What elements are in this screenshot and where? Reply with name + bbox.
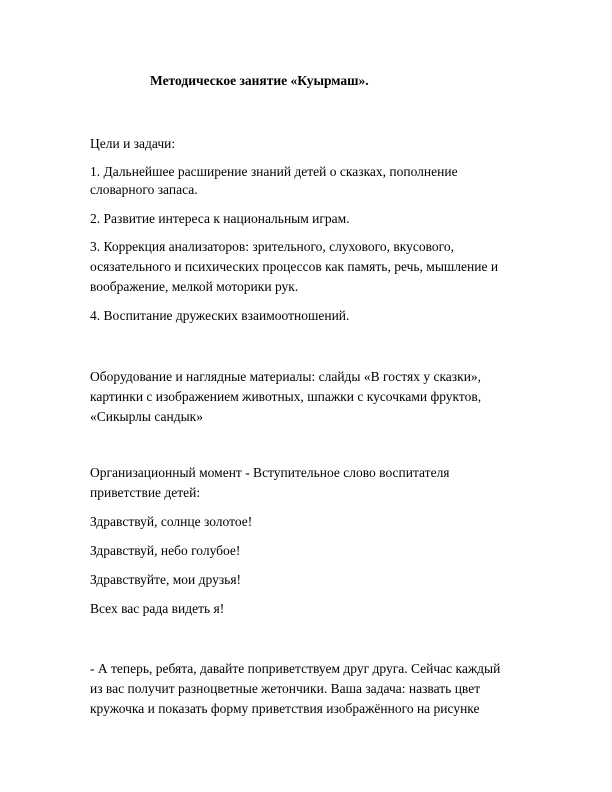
goal-item-4: 4. Воспитание дружеских взаимоотношений. <box>90 308 350 323</box>
greeting-line-1: Здравствуй, солнце золотое! <box>90 514 253 529</box>
greeting-line-4: Всех вас рада видеть я! <box>90 601 225 616</box>
activity-line-1: - А теперь, ребята, давайте поприветствуем друг друга. Сейчас каждый <box>90 661 501 676</box>
activity-line-2: из вас получит разноцветные жетончики. Ваша задача: назвать цвет <box>90 681 481 696</box>
goal-item-1-line-1: 1. Дальнейшее расширение знаний детей о сказках, пополнение <box>90 164 458 179</box>
org-moment-line-1: Организационный момент - Вступительное слово воспитателя <box>90 465 450 480</box>
goal-item-3-line-2: осязательного и психических процессов как память, речь, мышление и <box>90 259 499 274</box>
goal-item-2: 2. Развитие интереса к национальным играм. <box>90 211 350 226</box>
greeting-line-2: Здравствуй, небо голубое! <box>90 543 241 558</box>
activity-line-3: кружочка и показать форму приветствия изображённого на рисунке <box>90 701 480 716</box>
goal-item-1-line-2: словарного запаса. <box>90 182 198 197</box>
greeting-line-3: Здравствуйте, мои друзья! <box>90 572 242 587</box>
org-moment-line-2: приветствие детей: <box>90 485 201 500</box>
equipment-line-3: «Сикырлы сандык» <box>90 409 203 424</box>
document-title: Методическое занятие «Куырмаш». <box>150 73 369 88</box>
goal-item-3-line-1: 3. Коррекция анализаторов: зрительного, слухового, вкусового, <box>90 239 454 254</box>
goals-heading: Цели и задачи: <box>90 136 176 151</box>
goal-item-3-line-3: воображение, мелкой моторики рук. <box>90 279 299 294</box>
equipment-line-1: Оборудование и наглядные материалы: слайды «В гостях у сказки», <box>90 369 482 384</box>
equipment-line-2: картинки с изображением животных, шпажки с кусочками фруктов, <box>90 389 482 404</box>
